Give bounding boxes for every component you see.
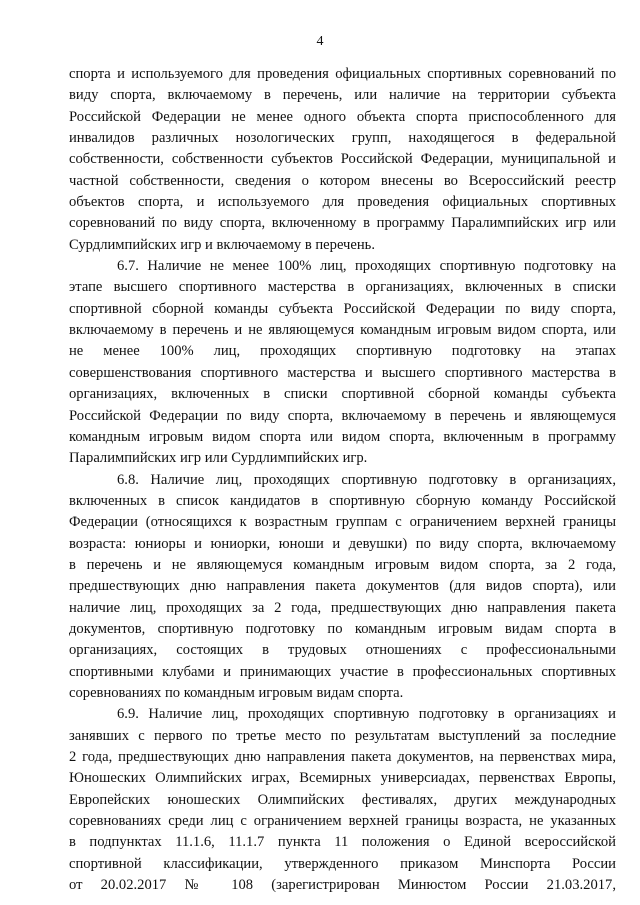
text-line: организациях, включенных в списки спортивной сборной команды субъекта: [69, 386, 616, 403]
text-line: спортивной классификации, утвержденного приказом Минспорта России: [69, 855, 616, 872]
text-line: соревнований по виду спорта, включенному в программу Паралимпийских игр или: [69, 215, 616, 232]
text-line: Федерации (относящихся к возрастным группам с ограничением верхней границы: [69, 514, 616, 531]
text-line: 6.8. Наличие лиц, проходящих спортивную подготовку в организациях,: [117, 471, 616, 488]
text-line: инвалидов различных нозологических групп, находящегося в федеральной: [69, 130, 616, 147]
text-line: документов, спортивную подготовку по командным игровым видам спорта в: [69, 620, 616, 637]
text-line: не менее 100% лиц, проходящих спортивную подготовку на этапах: [69, 343, 616, 360]
text-line: 6.9. Наличие лиц, проходящих спортивную подготовку в организациях и: [117, 706, 616, 723]
text-line: от 20.02.2017 № 108 (зарегистрирован Минюстом России 21.03.2017,: [69, 877, 616, 894]
text-line: совершенствования спортивного мастерства и высшего спортивного мастерства в: [69, 364, 616, 381]
text-line: Паралимпийских игр или Сурдлимпийских игр.: [69, 450, 368, 467]
text-line: объектов спорта, и используемого для проведения официальных спортивных: [69, 194, 616, 211]
paragraph-6-9: [69, 704, 616, 896]
text-line: Европейских юношеских Олимпийских фестивалях, других международных: [69, 791, 616, 808]
text-line: возраста: юниоры и юниорки, юноши и девушки) по виду спорта, включаемому: [69, 535, 616, 552]
text-line: предшествующих дню направления пакета документов (для видов спорта), или: [69, 578, 616, 595]
page-number: 4: [316, 34, 324, 49]
text-line: спортивной сборной команды субъекта Российской Федерации по виду спорта,: [69, 300, 616, 317]
text-line: в подпунктах 11.1.6, 11.1.7 пункта 11 положения о Единой всероссийской: [69, 834, 616, 851]
text-line: 6.7. Наличие не менее 100% лиц, проходящих спортивную подготовку на: [117, 258, 616, 275]
text-line: включаемому в перечень и не являющемуся командным игровым видом спорта, или: [69, 322, 616, 339]
text-line: виду спорта, включаемому в перечень, или наличие на территории субъекта: [69, 87, 616, 104]
text-line: Сурдлимпийских игр и включаемому в перечень.: [69, 236, 375, 253]
paragraph-6-7: [69, 256, 616, 469]
text-line: Российской Федерации не менее одного объекта спорта приспособленного для: [69, 108, 616, 125]
text-line: организациях, состоящих в трудовых отношениях с профессиональными: [69, 642, 616, 659]
text-line: этапе высшего спортивного мастерства в организациях, включенных в списки: [69, 279, 616, 296]
text-line: соревнованиях по командным игровым видам спорта.: [69, 684, 404, 701]
paragraph-6-8: [69, 470, 616, 705]
text-line: в перечень и не являющемуся командным игровым видом спорта, за 2 года,: [69, 556, 616, 573]
text-line: Российской Федерации по виду спорта, включаемому в перечень и являющемуся: [69, 407, 616, 424]
text-line: командным игровым видом спорта или видом спорта, включенным в программу: [69, 428, 616, 445]
paragraph-continuation: [69, 64, 616, 256]
document-body: [69, 64, 616, 896]
text-line: соревнованиях среди лиц с ограничением верхней границы возраста, не указанных: [69, 813, 616, 830]
text-line: 2 года, предшествующих дню направления пакета документов, на первенствах мира,: [69, 749, 616, 765]
text-line: частной собственности, сведения о котором внесены во Всероссийский реестр: [69, 172, 616, 189]
text-line: спорта и используемого для проведения официальных спортивных соревнований по: [69, 66, 616, 82]
text-line: спортивными клубами и принимающих участие в профессиональных спортивных: [69, 663, 616, 680]
text-line: занявших с первого по третье место по результатам выступлений за последние: [69, 727, 616, 744]
text-line: Юношеских Олимпийских играх, Всемирных универсиадах, первенствах Европы,: [69, 770, 616, 787]
text-line: наличие лиц, проходящих за 2 года, предшествующих дню направления пакета: [69, 599, 616, 616]
text-line: собственности, собственности субъектов Российской Федерации, муниципальной и: [69, 151, 616, 168]
text-line: включенных в список кандидатов в спортивную сборную команду Российской: [69, 492, 616, 509]
